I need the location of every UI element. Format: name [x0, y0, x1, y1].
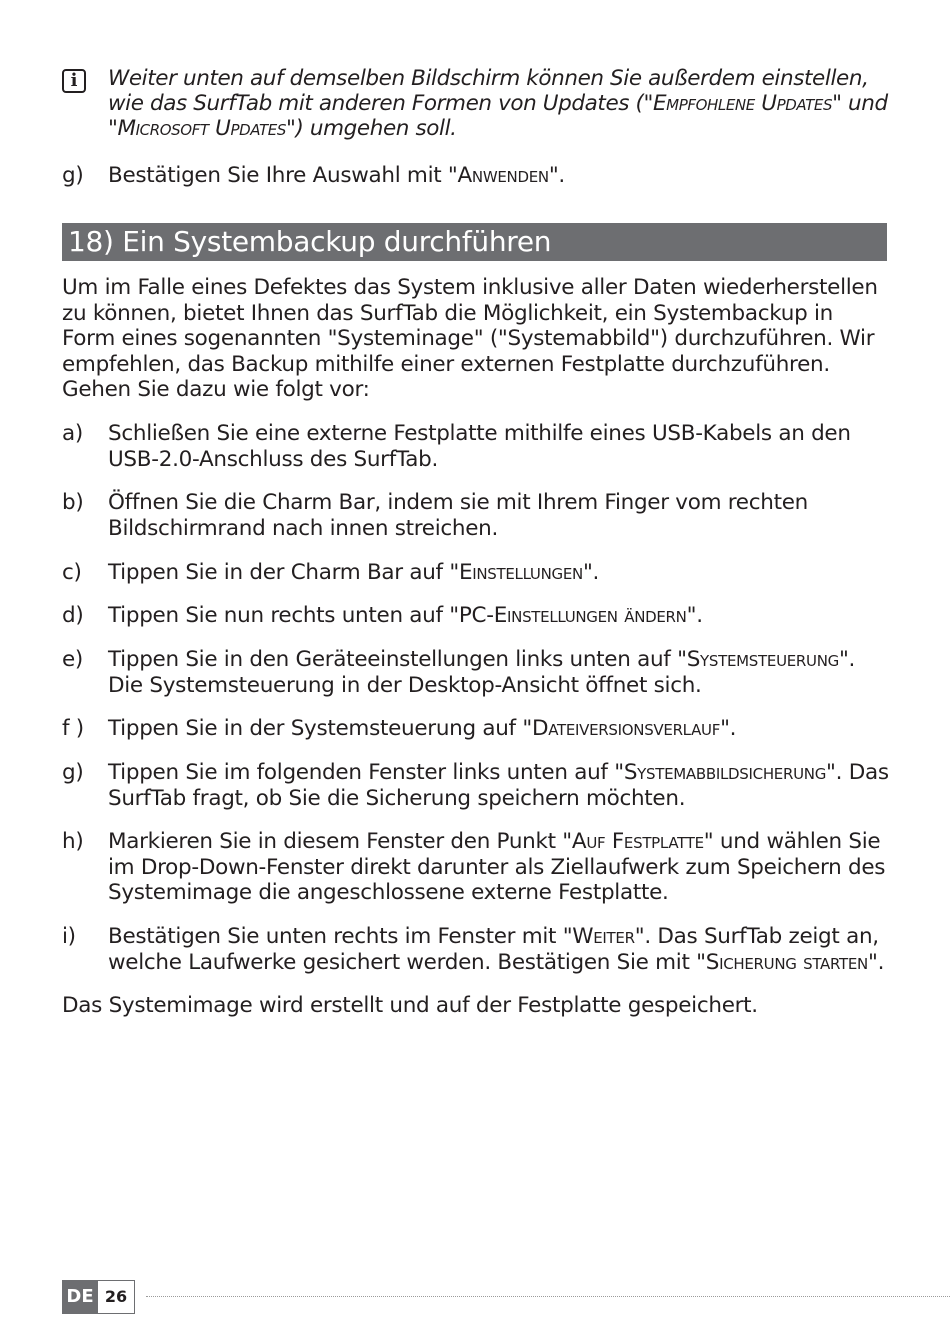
step-label: g)	[62, 760, 84, 785]
step-item-i	[62, 924, 892, 975]
step-text: Bestätigen Sie Ihre Auswahl mit "Anwenden".	[108, 163, 565, 188]
step-label: d)	[62, 603, 84, 628]
step-item-d	[62, 603, 892, 629]
step-text: Tippen Sie in der Systemsteuerung auf "Dateiversionsverlauf".	[108, 716, 737, 741]
info-icon: i	[62, 69, 86, 93]
step-label: i)	[62, 924, 76, 949]
step-item-c	[62, 560, 892, 586]
step-text: Tippen Sie nun rechts unten auf "PC-Einstellungen ändern".	[108, 603, 703, 628]
step-item-h	[62, 829, 892, 906]
step-item-g	[62, 760, 892, 811]
step-item-e	[62, 647, 892, 698]
step-text: Bestätigen Sie unten rechts im Fenster mit "Weiter". Das SurfTab zeigt an, welche Laufwerke gesichert werden. Bestätigen Sie mit "Sicherung starten".	[108, 924, 885, 975]
step-label: c)	[62, 560, 82, 585]
info-note	[62, 66, 892, 141]
step-item-g-previous	[62, 163, 892, 189]
step-label: g)	[62, 163, 84, 188]
step-text: Tippen Sie in der Charm Bar auf "Einstellungen".	[108, 560, 600, 585]
page-number: 26	[98, 1280, 135, 1314]
step-label: e)	[62, 647, 84, 672]
step-item-a	[62, 421, 892, 472]
step-label: a)	[62, 421, 83, 446]
closing-paragraph: Das Systemimage wird erstellt und auf der Festplatte gespeichert.	[62, 993, 758, 1018]
section-heading: 18) Ein Systembackup durchführen	[62, 223, 887, 261]
step-text: Tippen Sie in den Geräteeinstellungen links unten auf "Systemsteuerung". Die Systemsteuerung in der Desktop-Ansicht öffnet sich.	[108, 647, 856, 698]
step-label: h)	[62, 829, 84, 854]
step-label: f )	[62, 716, 84, 741]
step-label: b)	[62, 490, 84, 515]
intro-paragraph: Um im Falle eines Defektes das System inklusive aller Daten wiederherstellen zu können, bietet Ihnen das SurfTab die Möglichkeit, ein Systembackup in Form eines sogenannten "Systeminage" ("Systemabbild") durchzuführen. Wir empfehlen, das Backup mithilfe einer externen Festplatte durchzuführen. Gehen Sie dazu wie folgt vor:	[62, 275, 878, 402]
footer-dotted-rule	[146, 1296, 950, 1297]
step-item-b	[62, 490, 892, 541]
step-text: Tippen Sie im folgenden Fenster links unten auf "Systemabbildsicherung". Das SurfTab fragt, ob Sie die Sicherung speichern möchten.	[108, 760, 889, 811]
language-badge: DE	[62, 1280, 98, 1314]
step-item-f	[62, 716, 892, 742]
info-note-text: Weiter unten auf demselben Bildschirm können Sie außerdem einstellen, wie das SurfTab mit anderen Formen von Updates ("Empfohlene Updates" und "Microsoft Updates") umgehen soll.	[108, 66, 888, 141]
step-text: Markieren Sie in diesem Fenster den Punkt "Auf Festplatte" und wählen Sie im Drop-Down-Fenster direkt darunter als Ziellaufwerk zum Speichern des Systemimage die angeschlossene externe Festplatte.	[108, 829, 886, 905]
step-text: Öffnen Sie die Charm Bar, indem sie mit Ihrem Finger vom rechten Bildschirmrand nach innen streichen.	[108, 490, 808, 541]
step-text: Schließen Sie eine externe Festplatte mithilfe eines USB-Kabels an den USB-2.0-Anschluss des SurfTab.	[108, 421, 851, 472]
